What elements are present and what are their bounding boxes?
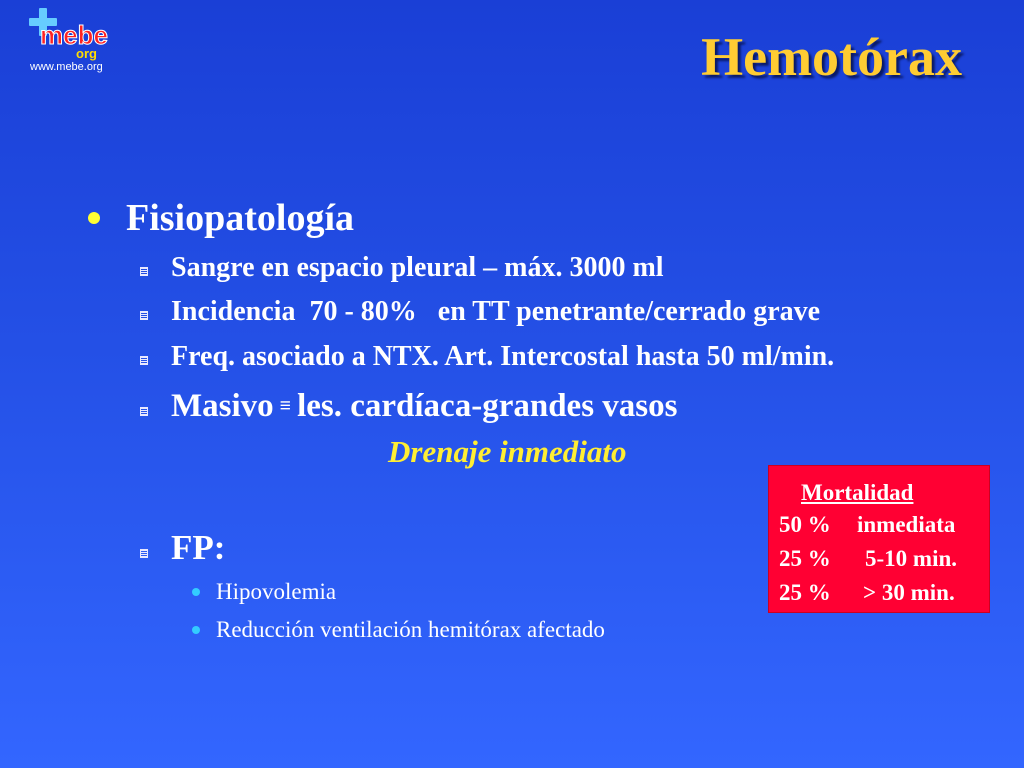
square-bullet-icon <box>140 407 148 416</box>
logo-name: mebe <box>40 20 108 50</box>
fp-item-text: Hipovolemia <box>216 579 337 604</box>
mortalidad-pct: 50 % <box>779 512 831 537</box>
sub-bullet-text: Freq. asociado a NTX. Art. Intercostal hasta 50 ml/min. <box>171 341 835 372</box>
drenaje-text: Drenaje inmediato <box>388 434 627 469</box>
masivo-text <box>171 388 677 425</box>
bullet-dot-icon <box>192 626 200 634</box>
fp-label: FP: <box>171 528 226 567</box>
mortalidad-time: inmediata <box>857 512 956 537</box>
masivo-label: Masivo <box>171 388 274 424</box>
square-bullet-icon <box>140 311 148 320</box>
main-bullet-text: Fisiopatología <box>126 197 355 239</box>
mortalidad-time: > 30 min. <box>863 580 955 605</box>
page-title: Hemotórax <box>701 27 962 87</box>
sub-bullet-text: Sangre en espacio pleural – máx. 3000 ml <box>171 252 664 283</box>
bullet-dot-icon <box>88 212 100 224</box>
mortalidad-title: Mortalidad <box>801 480 914 505</box>
mortalidad-pct: 25 % <box>779 580 831 605</box>
logo-suffix: org <box>76 46 97 61</box>
mortalidad-pct: 25 % <box>779 546 831 571</box>
fp-item-text: Reducción ventilación hemitórax afectado <box>216 617 605 642</box>
square-bullet-icon <box>140 356 148 365</box>
mortalidad-row <box>779 508 955 542</box>
square-bullet-icon <box>140 267 148 276</box>
mortalidad-row <box>779 576 955 610</box>
masivo-description: les. cardíaca-grandes vasos <box>297 388 678 424</box>
square-bullet-icon <box>140 549 148 558</box>
bullet-dot-icon <box>192 588 200 596</box>
mortalidad-box <box>768 465 990 613</box>
sub-bullet-text: Incidencia 70 - 80% en TT penetrante/cerrado grave <box>171 296 821 327</box>
logo-url: www.mebe.org <box>30 61 103 73</box>
mortalidad-row <box>779 542 957 576</box>
equivalence-icon: ≡ <box>279 395 292 417</box>
mortalidad-time: 5-10 min. <box>865 546 957 571</box>
